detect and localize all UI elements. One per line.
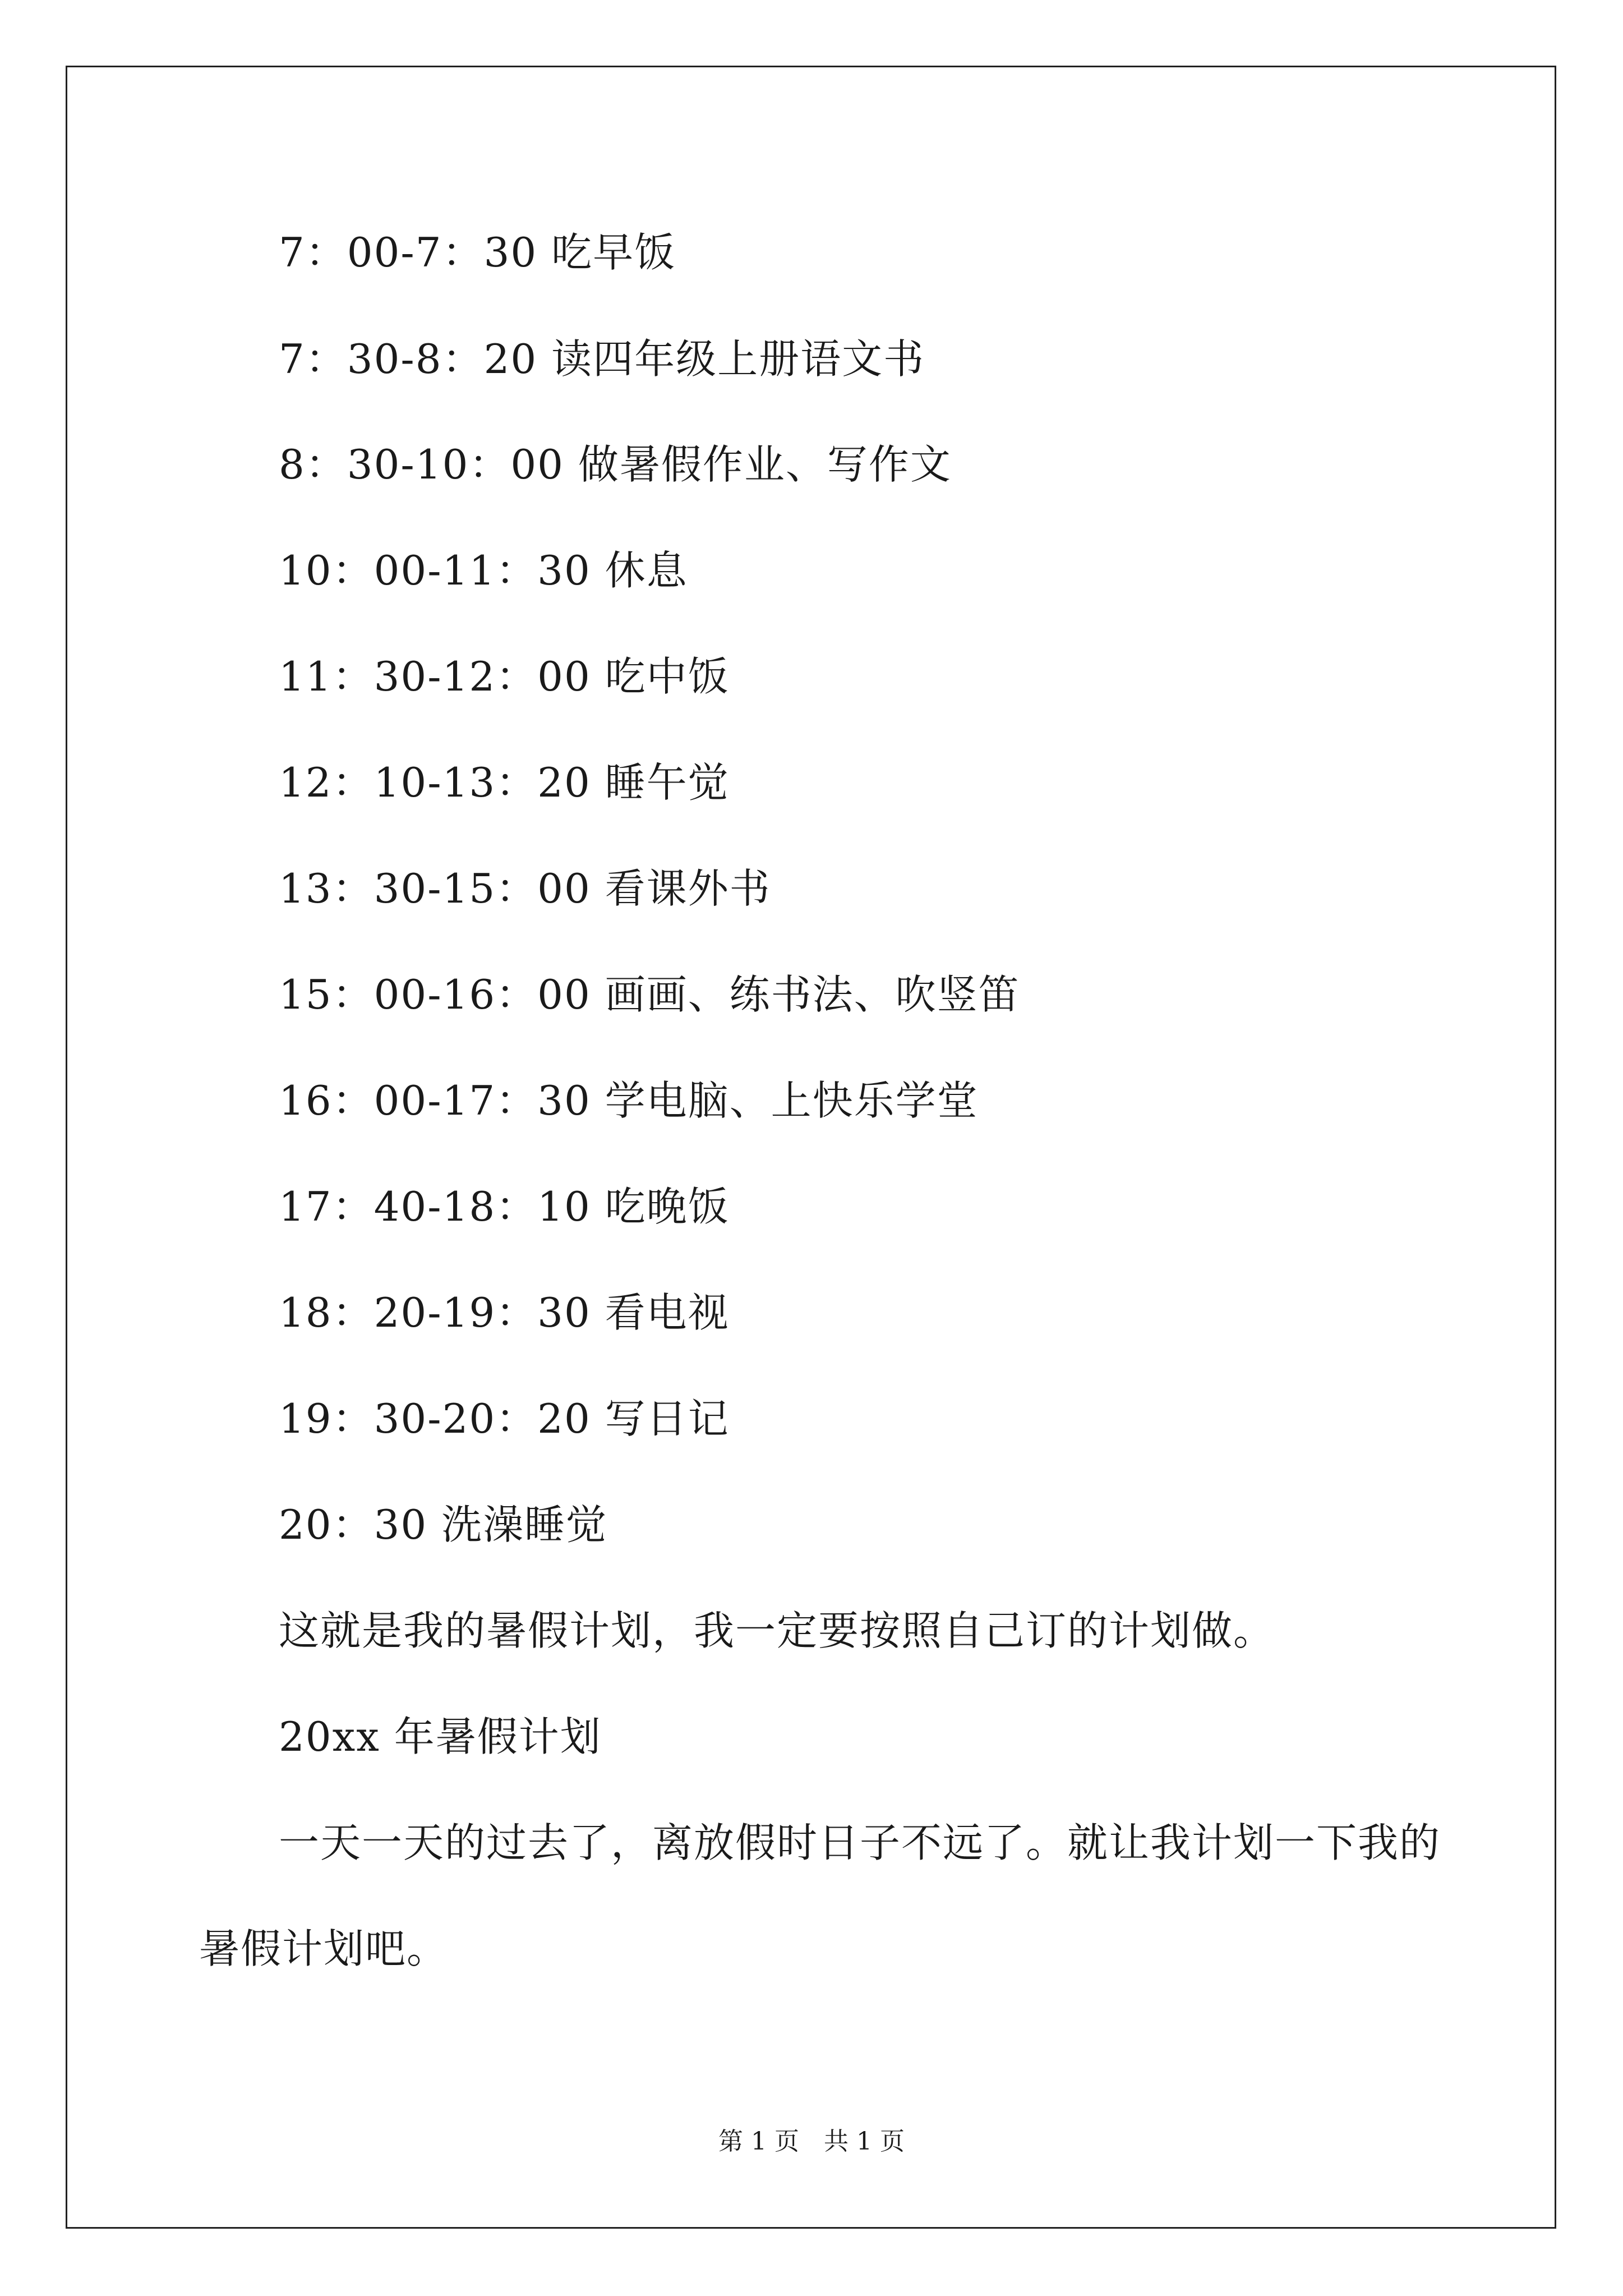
paragraph-text: 这就是我的暑假计划，我一定要按照自己订的计划做。 — [279, 1607, 1275, 1654]
page-number-footer: 第 1 页 共 1 页 — [718, 2127, 905, 2156]
schedule-line: 16：00-17：30 学电脑、上快乐学堂 — [279, 1077, 979, 1124]
paragraph-text: 暑假计划吧。 — [199, 1925, 449, 1972]
schedule-line: 17：40-18：10 吃晚饭 — [279, 1183, 730, 1230]
schedule-line: 18：20-19：30 看电视 — [279, 1289, 730, 1336]
schedule-line: 7：00-7：30 吃早饭 — [279, 229, 676, 276]
schedule-line: 10：00-11：30 休息 — [279, 547, 688, 594]
page-frame — [66, 66, 1556, 2229]
schedule-line: 12：10-13：20 睡午觉 — [279, 759, 730, 806]
schedule-line: 15：00-16：00 画画、练书法、吹竖笛 — [279, 971, 1020, 1018]
schedule-line: 7：30-8：20 读四年级上册语文书 — [279, 335, 925, 383]
schedule-line: 13：30-15：00 看课外书 — [279, 865, 771, 912]
schedule-line: 11：30-12：00 吃中饭 — [279, 653, 730, 700]
schedule-line: 19：30-20：20 写日记 — [279, 1395, 730, 1442]
schedule-line: 8：30-10：00 做暑假作业、写作文 — [279, 441, 952, 488]
schedule-line: 20：30 洗澡睡觉 — [279, 1501, 608, 1548]
section-heading: 20xx 年暑假计划 — [279, 1713, 602, 1760]
paragraph-text: 一天一天的过去了，离放假时日子不远了。就让我计划一下我的 — [279, 1819, 1441, 1866]
